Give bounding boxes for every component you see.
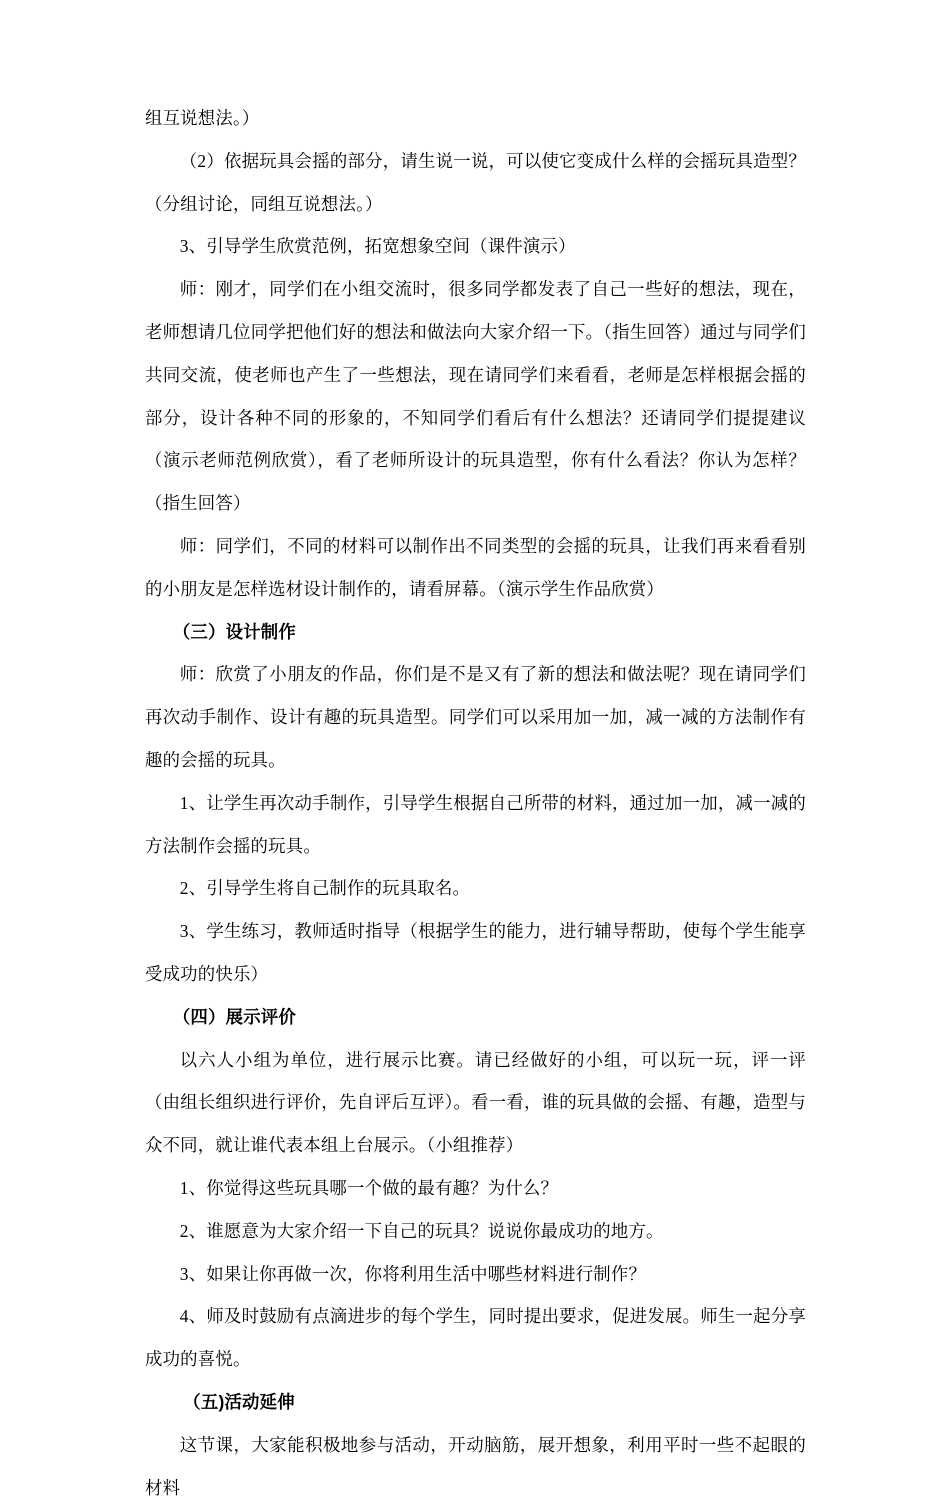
section-heading-evaluation: （四）展示评价 (172, 1006, 296, 1027)
paragraph: （2）依据玩具会摇的部分，请生说一说，可以使它变成什么样的会摇玩具造型？（分组讨论，同组互说想法。） (145, 150, 806, 214)
paragraph: 4、师及时鼓励有点滴进步的每个学生，同时提出要求，促进发展。师生一起分享成功的喜悦。 (145, 1306, 806, 1370)
paragraph-continuation: 组互说想法。） (145, 108, 260, 128)
paragraph: 2、谁愿意为大家介绍一下自己的玩具？说说你最成功的地方。 (179, 1220, 664, 1241)
paragraph: 以六人小组为单位，进行展示比赛。请已经做好的小组，可以玩一玩，评一评（由组长组织进行评价，先自评后互评）。看一看，谁的玩具做的会摇、有趣，造型与众不同，就让谁代表本组上台展示。（小组推荐） (145, 1049, 806, 1156)
paragraph: 3、学生练习，教师适时指导（根据学生的能力，进行辅导帮助，使每个学生能享受成功的快乐） (145, 921, 806, 984)
paragraph: 2、引导学生将自己制作的玩具取名。 (179, 878, 471, 899)
paragraph: 这节课，大家能积极地参与活动，开动脑筋，展开想象，利用平时一些不起眼的材料 (145, 1434, 806, 1498)
section-heading-extension: （五)活动延伸 (183, 1391, 295, 1412)
paragraph: 3、引导学生欣赏范例，拓宽想象空间（课件演示） (179, 236, 576, 257)
paragraph: 师：欣赏了小朋友的作品，你们是不是又有了新的想法和做法呢？现在请同学们再次动手制作、设计有趣的玩具造型。同学们可以采用加一加，减一减的方法制作有趣的会摇的玩具。 (145, 664, 806, 770)
paragraph: 师：刚才，同学们在小组交流时，很多同学都发表了自己一些好的想法，现在，老师想请几位同学把他们好的想法和做法向大家介绍一下。（指生回答）通过与同学们共同交流，使老师也产生了一些想法，现在请同学们来看看，老师是怎样根据会摇的部分，设计各种不同的形象的，不知同学们看后有什么想法？还请同学们提提建议（演示老师范例欣赏），看了老师所设计的玩具造型，你有什么看法？你认为怎样？（指生回答） (145, 279, 806, 514)
paragraph: 1、你觉得这些玩具哪一个做的最有趣？为什么？ (179, 1177, 559, 1198)
paragraph: 3、如果让你再做一次，你将利用生活中哪些材料进行制作？ (179, 1263, 647, 1284)
paragraph: 1、让学生再次动手制作，引导学生根据自己所带的材料，通过加一加，减一减的方法制作会摇的玩具。 (145, 792, 806, 856)
section-heading-design: （三）设计制作 (172, 621, 296, 642)
paragraph: 师：同学们，不同的材料可以制作出不同类型的会摇的玩具，让我们再来看看别的小朋友是怎样选材设计制作的，请看屏幕。（演示学生作品欣赏） (145, 535, 806, 599)
